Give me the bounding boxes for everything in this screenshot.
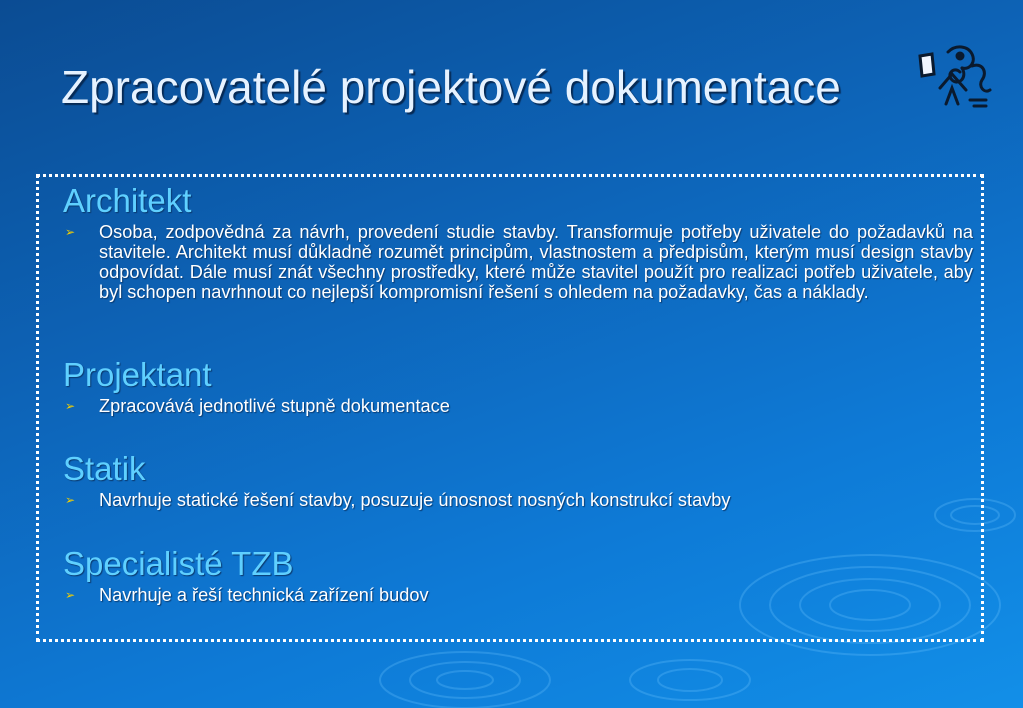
bullet-arrow-icon: ➢: [65, 399, 76, 413]
bullet-item: [63, 396, 973, 416]
section-heading: Specialisté TZB: [63, 545, 294, 582]
section-specialiste-tzb: [63, 546, 973, 605]
section-heading: Statik: [63, 450, 146, 487]
lion-logo-icon: [912, 44, 992, 110]
bullet-item: [63, 490, 973, 510]
bullet-text: Navrhuje a řeší technická zařízení budov: [99, 585, 429, 605]
bullet-arrow-icon: ➢: [65, 493, 76, 507]
bullet-item: [63, 222, 973, 302]
section-statik: [63, 451, 973, 510]
section-heading: Projektant: [63, 356, 212, 393]
section-projektant: [63, 357, 973, 416]
bullet-arrow-icon: ➢: [65, 225, 76, 239]
slide-title: Zpracovatelé projektové dokumentace: [61, 61, 841, 113]
bullet-text: Zpracovává jednotlivé stupně dokumentace: [99, 396, 450, 416]
section-heading: Architekt: [63, 182, 192, 219]
bullet-arrow-icon: ➢: [65, 588, 76, 602]
bullet-item: [63, 585, 973, 605]
bullet-text: Osoba, zodpovědná za návrh, provedení studie stavby. Transformuje potřeby uživatele do požadavků na stavitele. Architekt musí důkladně rozumět principům, vlastnostem a předpisům, kterým musí design stavby odpovídat. Dále musí znát všechny prostředky, které může stavitel použít pro realizaci potřeb uživatele, aby byl schopen navrhnout co nejlepší kompromisní řešení s ohledem na požadavky, čas a náklady.: [99, 222, 973, 302]
section-architekt: [63, 183, 973, 302]
bullet-text: Navrhuje statické řešení stavby, posuzuje únosnost nosných konstrukcí stavby: [99, 490, 731, 510]
content-box: [36, 174, 984, 642]
